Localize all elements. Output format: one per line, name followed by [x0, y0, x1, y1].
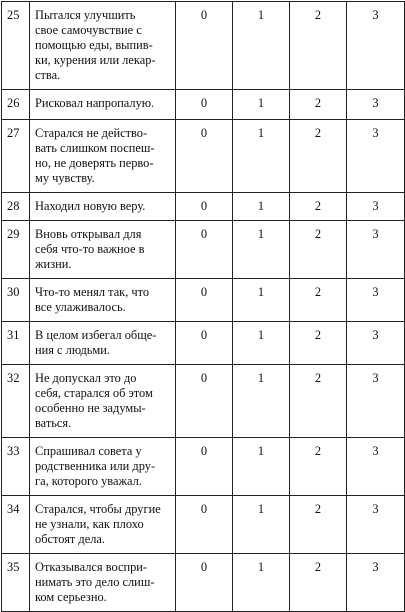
score-option-0[interactable] — [176, 279, 233, 322]
item-number-cell — [2, 365, 30, 438]
score-option-3[interactable] — [347, 365, 405, 438]
score-value: 1 — [257, 96, 265, 110]
score-value: 0 — [200, 285, 208, 299]
item-number: 34 — [7, 502, 20, 516]
score-option-3[interactable] — [347, 90, 405, 120]
item-number-cell — [2, 90, 30, 120]
table-row — [2, 2, 405, 90]
item-text-cell — [30, 221, 176, 279]
score-value: 2 — [314, 560, 322, 574]
item-number: 35 — [7, 560, 20, 574]
item-text: Спрашивал совета у родственника или дру- га, которого уважал. — [35, 444, 156, 488]
item-number: 26 — [7, 96, 20, 110]
score-value: 3 — [372, 285, 379, 299]
item-number-cell — [2, 193, 30, 221]
item-number: 33 — [7, 444, 20, 458]
score-value: 2 — [314, 227, 322, 241]
score-option-1[interactable] — [233, 496, 290, 554]
item-number: 27 — [7, 126, 20, 140]
score-value: 2 — [314, 96, 322, 110]
score-option-2[interactable] — [290, 554, 347, 612]
score-value: 3 — [372, 96, 379, 110]
score-value: 1 — [257, 560, 265, 574]
table-row — [2, 193, 405, 221]
score-option-2[interactable] — [290, 279, 347, 322]
score-option-2[interactable] — [290, 496, 347, 554]
item-text-cell — [30, 365, 176, 438]
item-number-cell — [2, 496, 30, 554]
score-option-3[interactable] — [347, 554, 405, 612]
item-number-cell — [2, 120, 30, 193]
score-value: 0 — [200, 560, 208, 574]
score-value: 3 — [372, 502, 379, 516]
score-value: 3 — [372, 126, 379, 140]
item-text-cell — [30, 120, 176, 193]
score-option-2[interactable] — [290, 438, 347, 496]
score-option-0[interactable] — [176, 90, 233, 120]
item-text-cell — [30, 2, 176, 90]
item-text: Вновь открывал для себя что-то важное в жизни. — [35, 227, 145, 271]
score-value: 1 — [257, 502, 265, 516]
score-value: 0 — [200, 8, 208, 22]
score-option-1[interactable] — [233, 90, 290, 120]
score-option-3[interactable] — [347, 322, 405, 365]
score-option-3[interactable] — [347, 438, 405, 496]
item-text: Не допускал это до себя, старался об этом особенно не задумы- ваться. — [35, 371, 153, 430]
table-row — [2, 279, 405, 322]
item-text-cell — [30, 90, 176, 120]
score-value: 3 — [372, 328, 379, 342]
score-value: 0 — [200, 328, 208, 342]
score-value: 0 — [200, 371, 208, 385]
score-option-1[interactable] — [233, 193, 290, 221]
score-value: 1 — [257, 199, 265, 213]
score-value: 3 — [372, 199, 379, 213]
score-option-2[interactable] — [290, 221, 347, 279]
score-value: 0 — [200, 126, 208, 140]
score-option-0[interactable] — [176, 221, 233, 279]
item-number: 28 — [7, 199, 20, 213]
item-text: Что-то менял так, что все улаживалось. — [35, 285, 150, 314]
score-value: 1 — [257, 328, 265, 342]
item-text-cell — [30, 438, 176, 496]
score-value: 1 — [257, 285, 265, 299]
score-value: 0 — [200, 96, 208, 110]
score-value: 2 — [314, 444, 322, 458]
score-option-0[interactable] — [176, 365, 233, 438]
score-value: 2 — [314, 285, 322, 299]
score-option-0[interactable] — [176, 438, 233, 496]
item-text-cell — [30, 554, 176, 612]
score-value: 2 — [314, 328, 322, 342]
score-option-3[interactable] — [347, 496, 405, 554]
item-text-cell — [30, 279, 176, 322]
item-text: Старался не действо- вать слишком поспеш- но, не доверять перво- му чувству. — [35, 126, 155, 185]
score-value: 2 — [314, 199, 322, 213]
item-number: 29 — [7, 227, 20, 241]
table-row — [2, 438, 405, 496]
score-option-1[interactable] — [233, 120, 290, 193]
score-value: 3 — [372, 8, 379, 22]
item-number-cell — [2, 221, 30, 279]
score-value: 1 — [257, 126, 265, 140]
item-text: Рисковал напропалую. — [35, 96, 155, 110]
score-option-2[interactable] — [290, 322, 347, 365]
table-row — [2, 554, 405, 612]
score-option-3[interactable] — [347, 120, 405, 193]
score-value: 0 — [200, 227, 208, 241]
score-value: 2 — [314, 126, 322, 140]
score-value: 3 — [372, 371, 379, 385]
score-value: 0 — [200, 199, 208, 213]
score-option-0[interactable] — [176, 2, 233, 90]
score-option-3[interactable] — [347, 2, 405, 90]
score-option-0[interactable] — [176, 120, 233, 193]
score-option-1[interactable] — [233, 2, 290, 90]
score-value: 1 — [257, 227, 265, 241]
score-value: 2 — [314, 371, 322, 385]
score-value: 0 — [200, 444, 208, 458]
score-value: 2 — [314, 502, 322, 516]
table-row — [2, 120, 405, 193]
score-option-2[interactable] — [290, 120, 347, 193]
item-text: Отказывался воспри- нимать это дело слиш- ком серьезно. — [35, 560, 155, 604]
table-row — [2, 221, 405, 279]
score-value: 1 — [257, 444, 265, 458]
table-row — [2, 322, 405, 365]
score-option-2[interactable] — [290, 193, 347, 221]
score-option-2[interactable] — [290, 2, 347, 90]
score-value: 2 — [314, 8, 322, 22]
score-option-0[interactable] — [176, 554, 233, 612]
item-text: Пытался улучшить свое самочувствие с помощью еды, выпив- ки, курения или лекар- ства. — [35, 8, 156, 82]
table-row — [2, 365, 405, 438]
score-option-3[interactable] — [347, 279, 405, 322]
item-number-cell — [2, 2, 30, 90]
item-number: 31 — [7, 328, 20, 342]
questionnaire-table — [1, 1, 405, 612]
score-option-1[interactable] — [233, 554, 290, 612]
table-row — [2, 496, 405, 554]
score-option-2[interactable] — [290, 365, 347, 438]
score-value: 3 — [372, 560, 379, 574]
item-number-cell — [2, 279, 30, 322]
score-value: 3 — [372, 444, 379, 458]
item-number: 25 — [7, 8, 20, 22]
score-option-0[interactable] — [176, 193, 233, 221]
item-text-cell — [30, 496, 176, 554]
item-text: Находил новую веру. — [35, 199, 146, 213]
score-option-1[interactable] — [233, 279, 290, 322]
questionnaire-body — [2, 2, 405, 612]
item-number-cell — [2, 554, 30, 612]
score-option-1[interactable] — [233, 438, 290, 496]
item-text: Старался, чтобы другие не узнали, как плохо обстоят дела. — [35, 502, 161, 546]
item-text-cell — [30, 322, 176, 365]
table-row — [2, 90, 405, 120]
item-number: 32 — [7, 371, 20, 385]
score-option-2[interactable] — [290, 90, 347, 120]
score-option-1[interactable] — [233, 322, 290, 365]
item-text-cell — [30, 193, 176, 221]
item-number: 30 — [7, 285, 20, 299]
score-option-0[interactable] — [176, 322, 233, 365]
item-number-cell — [2, 438, 30, 496]
score-value: 1 — [257, 8, 265, 22]
score-option-0[interactable] — [176, 496, 233, 554]
score-value: 1 — [257, 371, 265, 385]
score-option-1[interactable] — [233, 221, 290, 279]
score-option-1[interactable] — [233, 365, 290, 438]
item-number-cell — [2, 322, 30, 365]
score-option-3[interactable] — [347, 221, 405, 279]
score-value: 3 — [372, 227, 379, 241]
score-option-3[interactable] — [347, 193, 405, 221]
score-value: 0 — [200, 502, 208, 516]
item-text: В целом избегал обще- ния с людьми. — [35, 328, 157, 357]
